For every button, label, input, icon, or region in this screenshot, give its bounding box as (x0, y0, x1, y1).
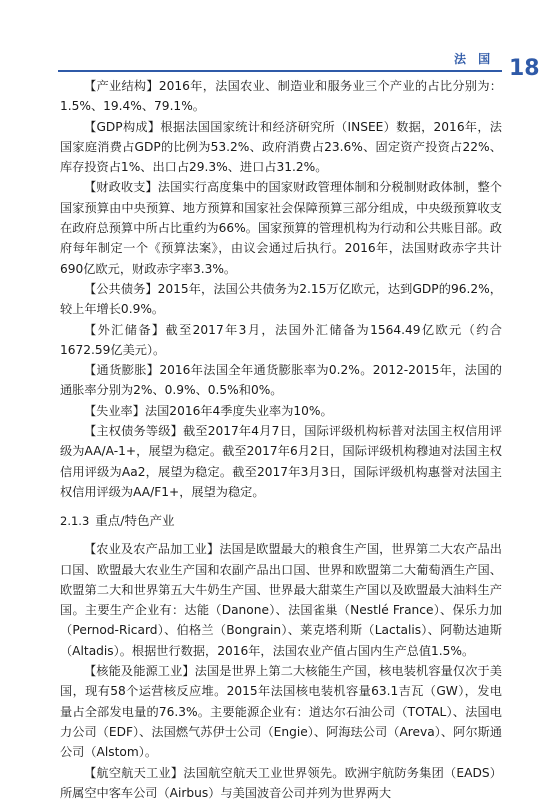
paragraph-inflation: 【通货膨胀】2016年法国全年通货膨胀率为0.2%。2012-2015年，法国的通胀率分别为2%、0.9%、0.5%和0%。 (60, 360, 502, 401)
page-number: 18 (509, 56, 540, 81)
paragraph-nuclear-energy: 【核能及能源工业】法国是世界上第二大核能生产国，核电装机容量仅次于美国，现有58个运营核反应堆。2015年法国核电装机容量63.1吉瓦（GW），发电量占全部发电量的76.3%。主要能源企业有：道达尔石油公司（TOTAL）、法国电力公司（EDF）、法国燃气苏伊士公司（Engie）、阿海珐公司（Areva）、阿尔斯通公司（Alstom）。 (60, 661, 502, 762)
paragraph-unemployment: 【失业率】法国2016年4季度失业率为10%。 (60, 401, 502, 421)
paragraph-fiscal-budget: 【财政收支】法国实行高度集中的国家财政管理体制和分税制财政体制，整个国家预算由中央预算、地方预算和国家社会保障预算三部分组成，中央级预算收支在政府总预算中所占比重约为66%。国家预算的管理机构为行动和公共账目部。政府每年制定一个《预算法案》，由议会通过后执行。2016年，法国财政赤字共计690亿欧元，财政赤字率3.3%。 (60, 177, 502, 278)
header-rule (58, 70, 502, 72)
paragraph-industry-structure: 【产业结构】2016年，法国农业、制造业和服务业三个产业的占比分别为：1.5%、19.4%、79.1%。 (60, 76, 502, 117)
paragraph-sovereign-rating: 【主权债务等级】截至2017年4月7日，国际评级机构标普对法国主权信用评级为AA/A-1+，展望为稳定。截至2017年6月2日，国际评级机构穆迪对法国主权信用评级为Aa2，展望为稳定。截至2017年3月3日，国际评级机构惠誉对法国主权信用评级为AA/F1+，展望为稳定。 (60, 421, 502, 502)
section-number: 2.1.3 (60, 514, 89, 528)
running-header-country: 法 国 (454, 50, 494, 67)
paragraph-gdp-composition: 【GDP构成】根据法国国家统计和经济研究所（INSEE）数据，2016年，法国家庭消费占GDP的比例为53.2%、政府消费占23.6%、固定资产投资占22%、库存投资占1%、出口占29.3%、进口占31.2%。 (60, 117, 502, 178)
paragraph-fx-reserves: 【外汇储备】截至2017年3月，法国外汇储备为1564.49亿欧元（约合1672.59亿美元）。 (60, 320, 502, 361)
section-title: 重点/特色产业 (95, 513, 174, 528)
paragraph-public-debt: 【公共债务】2015年，法国公共债务为2.15万亿欧元，达到GDP的96.2%，较上年增长0.9%。 (60, 279, 502, 320)
section-heading (60, 511, 502, 531)
page-body (60, 76, 502, 803)
paragraph-agriculture: 【农业及农产品加工业】法国是欧盟最大的粮食生产国，世界第二大农产品出口国、欧盟最大农业生产国和农副产品出口国、世界和欧盟第二大葡萄酒生产国、欧盟第二大和世界第五大牛奶生产国、世界最大甜菜生产国以及欧盟最大油料生产国。主要生产企业有：达能（Danone）、法国雀巢（Nestlé France）、保乐力加（Pernod-Ricard）、伯格兰（Bongrain）、莱克塔利斯（Lactalis）、阿勒达迪斯（Altadis）。根据世行数据，2016年，法国农业产值占国内生产总值1.5%。 (60, 539, 502, 661)
paragraph-aerospace: 【航空航天工业】法国航空航天工业世界领先。欧洲宇航防务集团（EADS）所属空中客车公司（Airbus）与美国波音公司并列为世界两大 (60, 763, 502, 803)
